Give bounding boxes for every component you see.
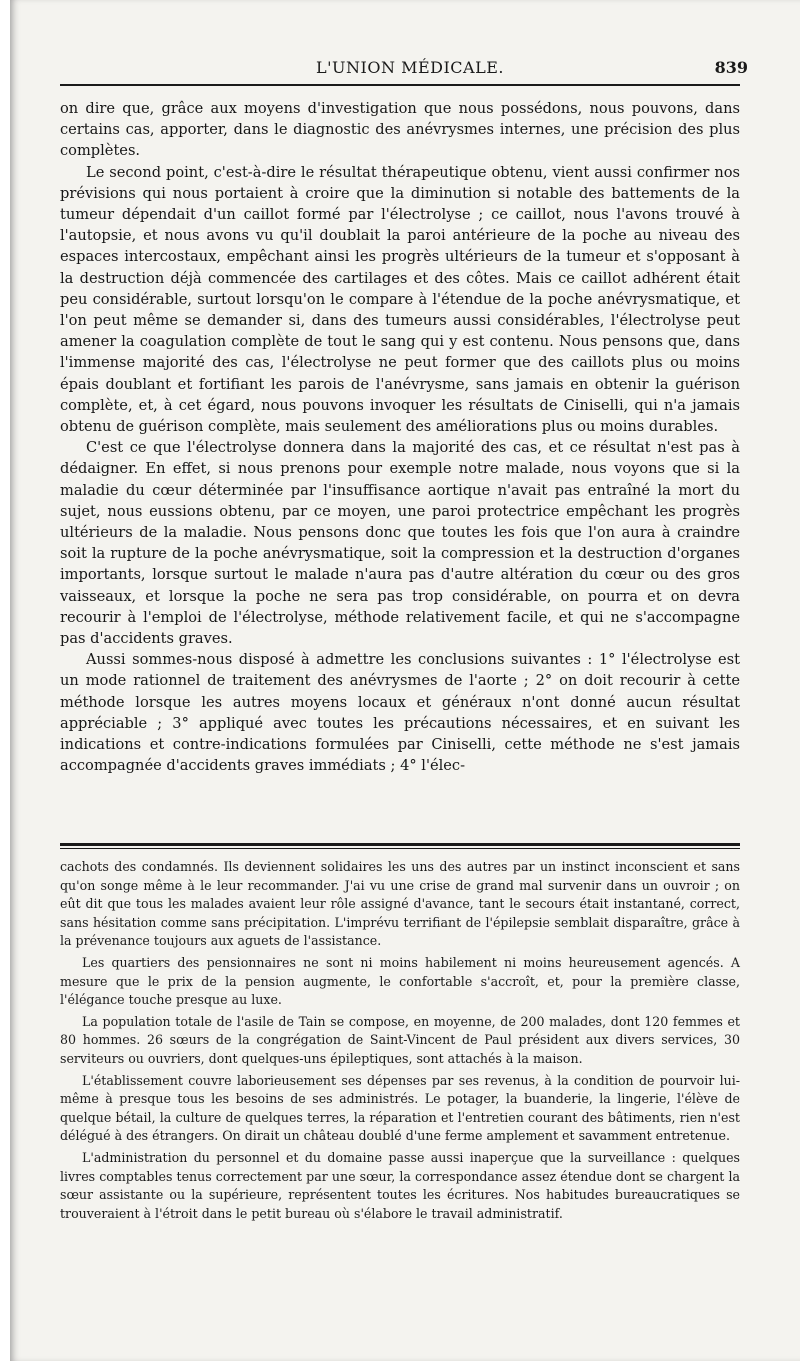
feuilleton-text (60, 858, 740, 1226)
footer-paragraph-2: Les quartiers des pensionnaires ne sont ni moins habilement ni moins heureusement agencés. A mesure que le prix de la pension augmente, le confortable s'accroît, et, pour la première classe, l'élégance touche presque au luxe. (60, 954, 740, 1008)
main-paragraph-4: Aussi sommes-nous disposé à admettre les conclusions suivantes : 1° l'électrolyse est un mode rationnel de traitement des anévrysmes de l'aorte ; 2° on doit recourir à cette méthode lorsque les autres moyens locaux et généraux n'ont donné aucun résultat appréciable ; 3° appliqué avec toutes les précautions nécessaires, et en suivant les indications et contre-indications formulées par Ciniselli, cette méthode ne s'est jamais accompagnée d'accidents graves immédiats ; 4° l'élec- (60, 651, 740, 775)
footer-paragraph-5: L'administration du personnel et du domaine passe aussi inaperçue que la surveillance : quelques livres comptables tenus correctement par une sœur, la correspondance assez étendue dont se chargent la sœur assistante ou la supérieure, représentent toutes les écritures. Nos habitudes bureaucratiques se trouveraient à l'étroit dans le petit bureau où s'élabore le travail administratif. (60, 1149, 740, 1221)
footer-paragraph-4: L'établissement couvre laborieusement ses dépenses par ses revenus, à la condition de pourvoir lui-même à presque tous les besoins de ses administrés. Le potager, la buanderie, la lingerie, l'élève de quelque bétail, la culture de quelques terres, la réparation et l'entretien courant des bâtiments, rien n'est délégué à des étrangers. On dirait un château doublé d'une ferme amplement et savamment entretenue. (60, 1072, 740, 1144)
main-paragraph-2: Le second point, c'est-à-dire le résultat thérapeutique obtenu, vient aussi confirmer nos prévisions qui nous portaient à croire que la diminution si notable des battements de la tumeur dépendait d'un caillot formé par l'électrolyse ; ce caillot, nous l'avons trouvé à l'autopsie, et nous avons vu qu'il doublait la paroi antérieure de la poche au niveau des espaces intercostaux, empêchant ainsi les progrès ultérieurs de la tumeur et s'opposant à la destruction déjà commencée des cartilages et des côtes. Mais ce caillot adhérent était peu considérable, surtout lorsqu'on le compare à l'étendue de la poche anévrysmatique, et l'on peut même se demander si, dans des tumeurs aussi considérables, l'électrolyse peut amener la coagulation complète de tout le sang qui y est contenu. Nous pensons que, dans l'immense majorité des cas, l'électrolyse ne peut former que des caillots plus ou moins épais doublant et fortifiant les parois de l'anévrysme, sans jamais en obtenir la guérison complète, et, à cet égard, nous pouvons invoquer les résultats de Ciniselli, qui n'a jamais obtenu de guérison complète, mais seulement des améliorations plus ou moins durables. (60, 163, 740, 436)
main-text (60, 98, 740, 777)
feuilleton-rule (60, 843, 740, 846)
journal-title: L'UNION MÉDICALE. (316, 58, 504, 77)
header-rule (60, 84, 740, 86)
main-paragraph-3: C'est ce que l'électrolyse donnera dans la majorité des cas, et ce résultat n'est pas à dédaigner. En effet, si nous prenons pour exemple notre malade, nous voyons que si la maladie du cœur déterminée par l'insuffisance aortique n'avait pas entraîné la mort du sujet, nous eussions obtenu, par ce moyen, une paroi protectrice empêchant les progrès ultérieurs de la maladie. Nous pensons donc que toutes les fois que l'on aura à craindre soit la rupture de la poche anévrysmatique, soit la compression et la destruction d'organes importants, lorsque surtout le malade n'aura pas d'autre altération du cœur ou des gros vaisseaux, et lorsque la poche ne sera pas trop considérable, on pourra et on devra recourir à l'emploi de l'électrolyse, méthode relativement facile, et qui ne s'accompagne pas d'accidents graves. (60, 439, 740, 648)
footer-paragraph-3: La population totale de l'asile de Tain se compose, en moyenne, de 200 malades, dont 120 femmes et 80 hommes. 26 sœurs de la congrégation de Saint-Vincent de Paul président aux divers services, 30 serviteurs ou ouvriers, dont quelques-uns épileptiques, sont attachés à la maison. (60, 1013, 740, 1066)
main-paragraph-1: on dire que, grâce aux moyens d'investigation que nous possédons, nous pouvons, dans certains cas, apporter, dans le diagnostic des anévrysmes internes, une précision des plus complètes. (60, 100, 740, 160)
page-number: 839 (714, 58, 748, 77)
footer-paragraph-1: cachots des condamnés. Ils deviennent solidaires les uns des autres par un instinct inconscient et sans qu'on songe même à le leur recommander. J'ai vu une crise de grand mal survenir dans un ouvroir ; on eût dit que tous les malades avaient leur rôle assigné d'avance, tant le secours était instantané, correct, sans hésitation comme sans précipitation. L'imprévu terrifiant de l'épilepsie semblait disparaître, grâce à la prévenance toujours aux aguets de l'assistance. (60, 859, 740, 949)
feuilleton-rule-thin (60, 848, 740, 849)
page-header (70, 58, 750, 80)
